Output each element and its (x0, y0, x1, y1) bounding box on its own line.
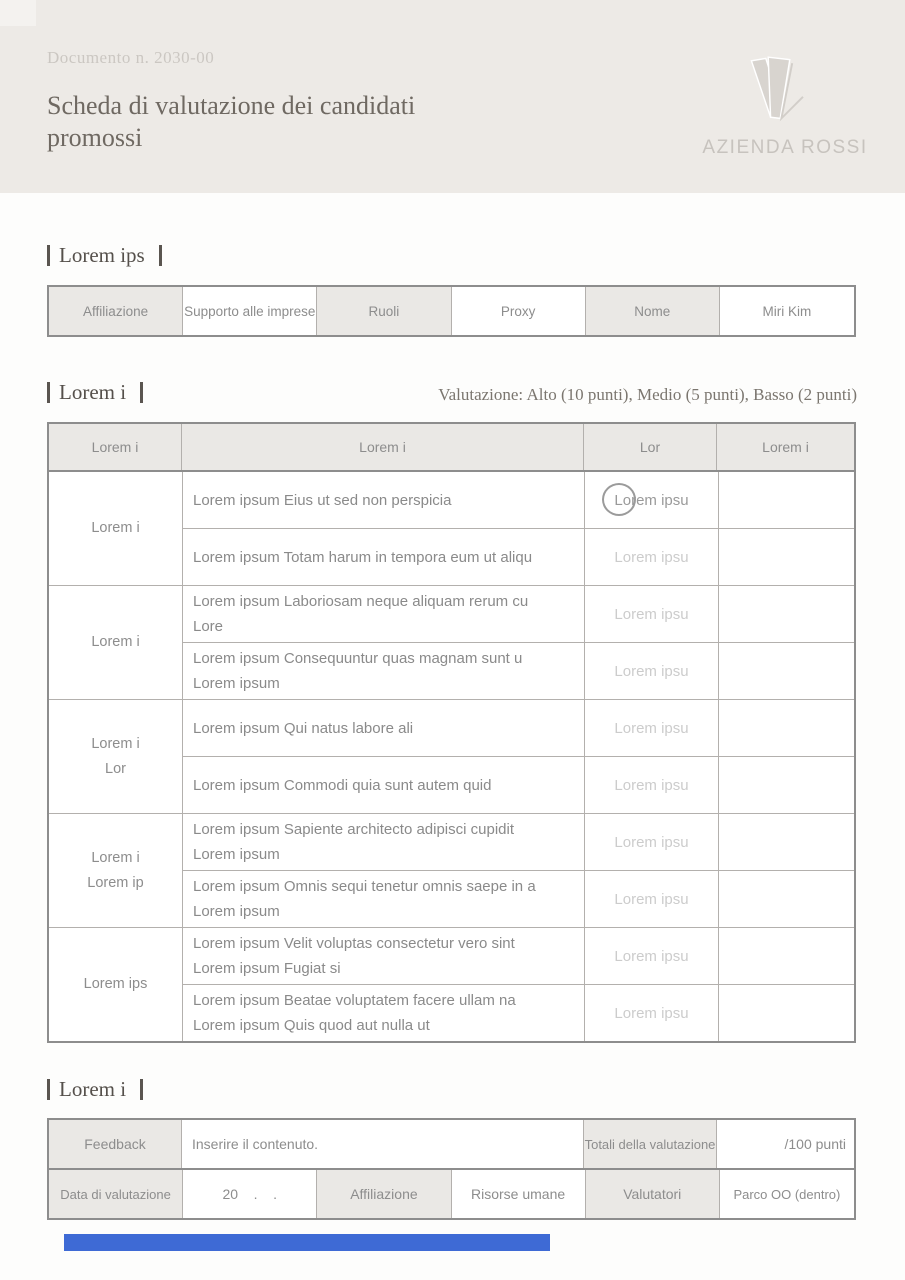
section2-heading: Lorem i (47, 380, 143, 405)
note-cell[interactable] (719, 472, 854, 528)
total-score-label: Totali della valutazione (584, 1120, 717, 1168)
table-row (183, 757, 854, 813)
criteria-cell: Lorem ipsum Laboriosam neque aliquam rerum cu Lore (183, 586, 585, 642)
evaluation-group (49, 814, 854, 928)
score-cell[interactable]: Lorem ipsu (585, 757, 719, 813)
table-row (183, 643, 854, 699)
table-row (183, 814, 854, 871)
criteria-cell: Lorem ipsum Consequuntur quas magnam sunt u Lorem ipsum (183, 643, 585, 699)
evaluation-table (47, 422, 856, 1043)
field-value-role[interactable]: Proxy (452, 287, 586, 335)
score-cell[interactable]: Lorem ipsu (585, 472, 719, 528)
evaluation-group (49, 586, 854, 700)
company-logo (700, 55, 870, 159)
criteria-cell: Lorem ipsum Beatae voluptatem facere ullam na Lorem ipsum Quis quod aut nulla ut (183, 985, 585, 1041)
feedback-label: Feedback (49, 1120, 182, 1168)
note-cell[interactable] (719, 757, 854, 813)
total-score-value[interactable]: /100 punti (784, 1136, 846, 1152)
score-cell[interactable]: Lorem ipsu (585, 985, 719, 1041)
field-value-affiliation[interactable]: Supporto alle imprese (183, 287, 317, 335)
column-header-category: Lorem i (49, 424, 182, 470)
document-number: Documento n. 2030-00 (47, 48, 215, 67)
table-row (183, 928, 854, 985)
note-cell[interactable] (719, 814, 854, 870)
table-row (183, 529, 854, 585)
note-cell[interactable] (719, 985, 854, 1041)
criteria-cell: Lorem ipsum Omnis sequi tenetur omnis saepe in a Lorem ipsum (183, 871, 585, 927)
evaluation-group (49, 700, 854, 814)
evaluators-label: Valutatori (586, 1170, 720, 1218)
category-cell: Lorem i Lorem ip (49, 814, 183, 927)
score-cell[interactable]: Lorem ipsu (585, 814, 719, 870)
date-input[interactable]: 20 . . (183, 1170, 317, 1218)
score-cell[interactable]: Lorem ipsu (585, 871, 719, 927)
evaluation-group (49, 928, 854, 1041)
date-label: Data di valutazione (49, 1170, 183, 1218)
document-header (0, 0, 905, 193)
heading-bar-icon (140, 382, 143, 403)
category-cell: Lorem i (49, 472, 183, 585)
selection-highlight-bar (64, 1234, 550, 1251)
note-cell[interactable] (719, 871, 854, 927)
category-cell: Lorem ips (49, 928, 183, 1041)
note-cell[interactable] (719, 928, 854, 984)
criteria-cell: Lorem ipsum Totam harum in tempora eum ut aliqu (183, 529, 585, 585)
logo-mark-icon (743, 55, 827, 129)
signature-row (49, 1170, 854, 1218)
field-label-role: Ruoli (317, 287, 451, 335)
affiliation-label: Affiliazione (317, 1170, 451, 1218)
candidate-info-table (47, 285, 856, 337)
summary-table (47, 1118, 856, 1220)
criteria-cell: Lorem ipsum Qui natus labore ali (183, 700, 585, 756)
evaluation-group (49, 472, 854, 586)
affiliation-value[interactable]: Risorse umane (452, 1170, 586, 1218)
table-row (183, 985, 854, 1041)
heading-bar-icon (47, 1079, 50, 1100)
column-header-score: Lor (584, 424, 717, 470)
feedback-input[interactable]: Inserire il contenuto. (182, 1120, 584, 1168)
evaluators-value[interactable]: Parco OO (dentro) (733, 1186, 841, 1202)
section3-heading: Lorem i (47, 1077, 143, 1102)
note-cell[interactable] (719, 586, 854, 642)
table-row (183, 472, 854, 529)
criteria-cell: Lorem ipsum Velit voluptas consectetur vero sint Lorem ipsum Fugiat si (183, 928, 585, 984)
page-title: Scheda di valutazione dei candidati promossi (47, 91, 416, 152)
criteria-cell: Lorem ipsum Sapiente architecto adipisci cupidit Lorem ipsum (183, 814, 585, 870)
feedback-row (49, 1120, 854, 1170)
company-name: AZIENDA ROSSI (702, 137, 868, 158)
evaluation-table-header (49, 424, 854, 472)
column-header-criteria: Lorem i (182, 424, 584, 470)
annotation-circle-icon (602, 483, 636, 516)
corner-notch (0, 0, 36, 26)
heading-bar-icon (159, 245, 162, 266)
heading-bar-icon (47, 245, 50, 266)
column-header-note: Lorem i (762, 439, 809, 455)
category-cell: Lorem i (49, 586, 183, 699)
score-cell[interactable]: Lorem ipsu (585, 586, 719, 642)
table-row (183, 586, 854, 643)
heading-bar-icon (47, 382, 50, 403)
section1-heading: Lorem ips (47, 243, 162, 268)
heading-bar-icon (140, 1079, 143, 1100)
criteria-cell: Lorem ipsum Commodi quia sunt autem quid (183, 757, 585, 813)
score-cell[interactable]: Lorem ipsu (585, 643, 719, 699)
table-row (183, 871, 854, 927)
category-cell: Lorem i Lor (49, 700, 183, 813)
score-cell[interactable]: Lorem ipsu (585, 529, 719, 585)
score-cell[interactable]: Lorem ipsu (585, 700, 719, 756)
field-value-name[interactable]: Miri Kim (762, 303, 812, 319)
field-label-name: Nome (586, 287, 720, 335)
score-cell[interactable]: Lorem ipsu (585, 928, 719, 984)
note-cell[interactable] (719, 643, 854, 699)
note-cell[interactable] (719, 529, 854, 585)
field-label-affiliation: Affiliazione (49, 287, 183, 335)
table-row (183, 700, 854, 757)
criteria-cell: Lorem ipsum Eius ut sed non perspicia (183, 472, 585, 528)
rating-scale-note: Valutazione: Alto (10 punti), Medio (5 punti), Basso (2 punti) (438, 385, 857, 404)
note-cell[interactable] (719, 700, 854, 756)
